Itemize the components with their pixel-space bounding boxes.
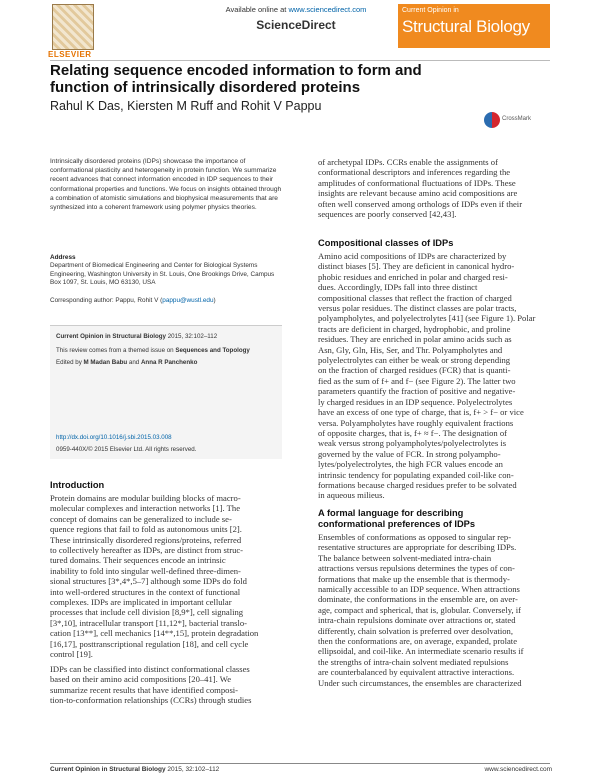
author-email-link[interactable]: pappu@wustl.edu (162, 297, 214, 304)
text-line: [3*,10], intracellular transport [11,12*], bacterial translo- (50, 617, 248, 628)
text-line: polyampholytes, and polyelectrolytes [41] (see Figure 1). Polar (318, 313, 536, 324)
footer-citation: Current Opinion in Structural Biology 2015, 32:102–112 (50, 766, 220, 773)
text-line: complexes. IDPs are implicated in important cellular (50, 597, 232, 608)
text-line: differently, chain solvation is preferred over desolvation, (318, 625, 513, 636)
text-line: inability to fold into singular well-defined three-dimen- (50, 565, 241, 576)
abstract: Intrinsically disordered proteins (IDPs) showcase the importance of conformational plasticity and heterogeneity in protein function. We summarize recent advances that connect information encoded in IDP sequences to their conformational properties and functions. We focus on insights obtained through a combination of atomistic simulations and biophysical measurements that are synthesized into a coherent framework using polymer physics theories. (50, 158, 282, 212)
text-line: amplitudes of conformational fluctuations of IDPs. These (318, 177, 516, 188)
text-line: resentative structures are appropriate for describing IDPs. (318, 542, 517, 553)
text-line: into well-ordered structures in the context of functional (50, 586, 241, 597)
text-line: dues. Accordingly, IDPs fall into three distinct (318, 282, 478, 293)
header-divider (50, 60, 550, 61)
text-line: on the fraction of charged residues (FCR) that is quanti- (318, 365, 511, 376)
text-line: have an excess of one type of charge, that is, f+ > f− or vice (318, 407, 524, 418)
text-line: ly charged residues in an IDP sequence. Polyelectrolytes (318, 396, 513, 407)
text-line: quence regions that fail to fold as autonomous units [2]. (50, 524, 242, 535)
text-line: Under such circumstances, the ensembles are characterized (318, 677, 522, 688)
text-line: phobic residues and enriched in polar and charged resi- (318, 271, 508, 282)
text-line: These intrinsically disordered regions/proteins, referred (50, 534, 242, 545)
text-line: formations that make up the ensemble that is thermody- (318, 573, 510, 584)
text-line: attractions versus repulsions determines the types of con- (318, 563, 515, 574)
text-line: residues. They are enriched in polar amino acids such as (318, 334, 512, 345)
footer-divider (50, 763, 550, 764)
text-line: often well conserved among orthologs of IDPs even if their (318, 198, 523, 209)
article-authors: Rahul K Das, Kiersten M Ruff and Rohit V Pappu (50, 99, 322, 113)
text-line: sequences are poorly conserved [42,43]. (318, 209, 457, 220)
text-line: tion-to-conformation relationships (CCRs) through studies (50, 695, 252, 706)
info-editors: Edited by M Madan Babu and Anna R Panchenko (56, 359, 198, 366)
text-line: based on their amino acid compositions [20–41]. We (50, 674, 232, 685)
text-line: control [19]. (50, 649, 93, 660)
text-line: conformational descriptors and inferences regarding the (318, 167, 511, 178)
journal-prefix: Current Opinion in (402, 7, 459, 14)
info-theme: This review comes from a themed issue on Sequences and Topology (56, 347, 250, 354)
text-line: intrinsic tendency for populating expanded coil-like con- (318, 469, 514, 480)
text-line: versa. Polyampholytes have roughly equivalent fractions (318, 417, 514, 428)
journal-banner (398, 4, 550, 48)
article-info-box (50, 325, 282, 459)
text-line: of archetypal IDPs. CCRs enable the assignments of (318, 157, 498, 167)
compositional-classes-text (318, 251, 550, 501)
text-line: then the conformations are, on average, expanded, prolate (318, 636, 518, 647)
text-line: are counterbalanced by equivalent attractive interactions. (318, 667, 515, 678)
text-line: fied as the sum of f+ and f− (see Figure 2). The latter two (318, 375, 516, 386)
text-line: sional structures [3*,4*,5–7] although some IDPs do fold (50, 576, 247, 587)
text-line: [16,17], posttranscriptional regulation [18], and cell cycle (50, 638, 249, 649)
right-column-top (318, 157, 550, 219)
text-line: the strengths of intra-chain solvent mediated repulsions (318, 656, 509, 667)
text-line: of opposite charges, that is, f+ ≈ f−. The designation of (318, 427, 508, 438)
address-heading: Address (50, 254, 76, 261)
info-citation: Current Opinion in Structural Biology 2015, 32:102–112 (56, 333, 218, 340)
text-line: cation [13**], cell mechanics [14**,15], protein degradation (50, 628, 259, 639)
text-line: compositional classes that reflect the fraction of charged (318, 292, 512, 303)
text-line: polyelectrolytes can either be weak or strong depending (318, 355, 511, 366)
introduction-paragraph-2 (50, 664, 282, 706)
text-line: processes that include cell division [8,9*], cell signaling (50, 607, 244, 618)
text-line: dominate, the conformations in the ensemble are, on aver- (318, 594, 518, 605)
introduction-heading: Introduction (50, 480, 105, 490)
text-line: parameters quantify the fraction of positive and negative- (318, 386, 516, 397)
info-doi[interactable]: http://dx.doi.org/10.1016/j.sbi.2015.03.008 (56, 434, 172, 441)
formal-language-heading: A formal language for describing conformational preferences of IDPs (318, 508, 476, 529)
text-line: insights are relevant because amino acid compositions are (318, 188, 518, 199)
available-online: Available online at www.sciencedirect.com (225, 5, 367, 14)
info-copyright: 0959-440X/© 2015 Elsevier Ltd. All rights reserved. (56, 446, 197, 453)
text-line: IDPs can be classified into distinct conformational classes (50, 664, 250, 674)
article-title: Relating sequence encoded information to form and function of intrinsically disordered proteins (50, 62, 422, 96)
introduction-paragraph-1 (50, 493, 282, 660)
journal-name: Structural Biology (402, 17, 530, 36)
sciencedirect-title: ScienceDirect (256, 18, 336, 32)
text-line: distinct biases [5]. They are deficient in canonical hydro- (318, 261, 515, 272)
publisher-name: ELSEVIER (48, 50, 92, 59)
text-line: lytes/polyelectrolytes, the high FCR values encode an (318, 459, 503, 470)
elsevier-tree-logo (52, 4, 94, 50)
text-line: The balance between solvent-mediated intra-chain (318, 552, 492, 563)
text-line: governed by the value of FCR. In strong polyampho- (318, 448, 501, 459)
text-line: molecular complexes and interaction networks [1]. The (50, 503, 241, 514)
text-line: age, compact and spherical, that is, globular. Conversely, if (318, 604, 522, 615)
formal-language-text (318, 532, 550, 688)
text-line: Ensembles of conformations as opposed to singular rep- (318, 532, 512, 542)
text-line: weak versus strong polyampholytes/polyelectrolytes is (318, 438, 507, 449)
corresponding-author: Corresponding author: Pappu, Rohit V (pappu@wustl.edu) (50, 297, 216, 304)
text-line: tured domains. Their sequences encode an intrinsic (50, 555, 226, 566)
text-line: to collectively hereafter as IDPs, are distinct from struc- (50, 545, 244, 556)
text-line: ellipsoidal, and coil-like. An intermediate scenario results if (318, 646, 524, 657)
text-line: Asn, Gly, Gln, His, Ser, and Thr. Polyampholytes and (318, 344, 503, 355)
text-line: formations because charged residues prefer to be solvated (318, 479, 517, 490)
footer-url[interactable]: www.sciencedirect.com (484, 766, 552, 773)
text-line: concept of domains can be generalized to include se- (50, 513, 232, 524)
text-line: in aqueous milieus. (318, 490, 385, 501)
text-line: intra-chain repulsions dominate over attractions or, stated (318, 615, 516, 626)
text-line: summarize recent results that have identified composi- (50, 684, 239, 695)
crossmark-icon (484, 112, 500, 128)
crossmark-badge[interactable]: CrossMark (484, 112, 532, 142)
text-line: tracts are deficient in charged, hydrophobic, and proline (318, 323, 511, 334)
compositional-classes-heading: Compositional classes of IDPs (318, 238, 454, 248)
sciencedirect-link[interactable]: www.sciencedirect.com (288, 5, 367, 14)
text-line: namically accessible to an IDP sequence. When attractions (318, 584, 520, 595)
text-line: versus polar residues. The distinct classes are polar tracts, (318, 303, 517, 314)
text-line: Protein domains are modular building blocks of macro- (50, 493, 241, 503)
text-line: Amino acid compositions of IDPs are characterized by (318, 251, 507, 261)
address-text: Department of Biomedical Engineering and Center for Biological Systems Engineering, Washington University in St. Louis, One Brookings Drive, Campus Box 1097, St. Louis, MO 63130, USA (50, 262, 275, 287)
